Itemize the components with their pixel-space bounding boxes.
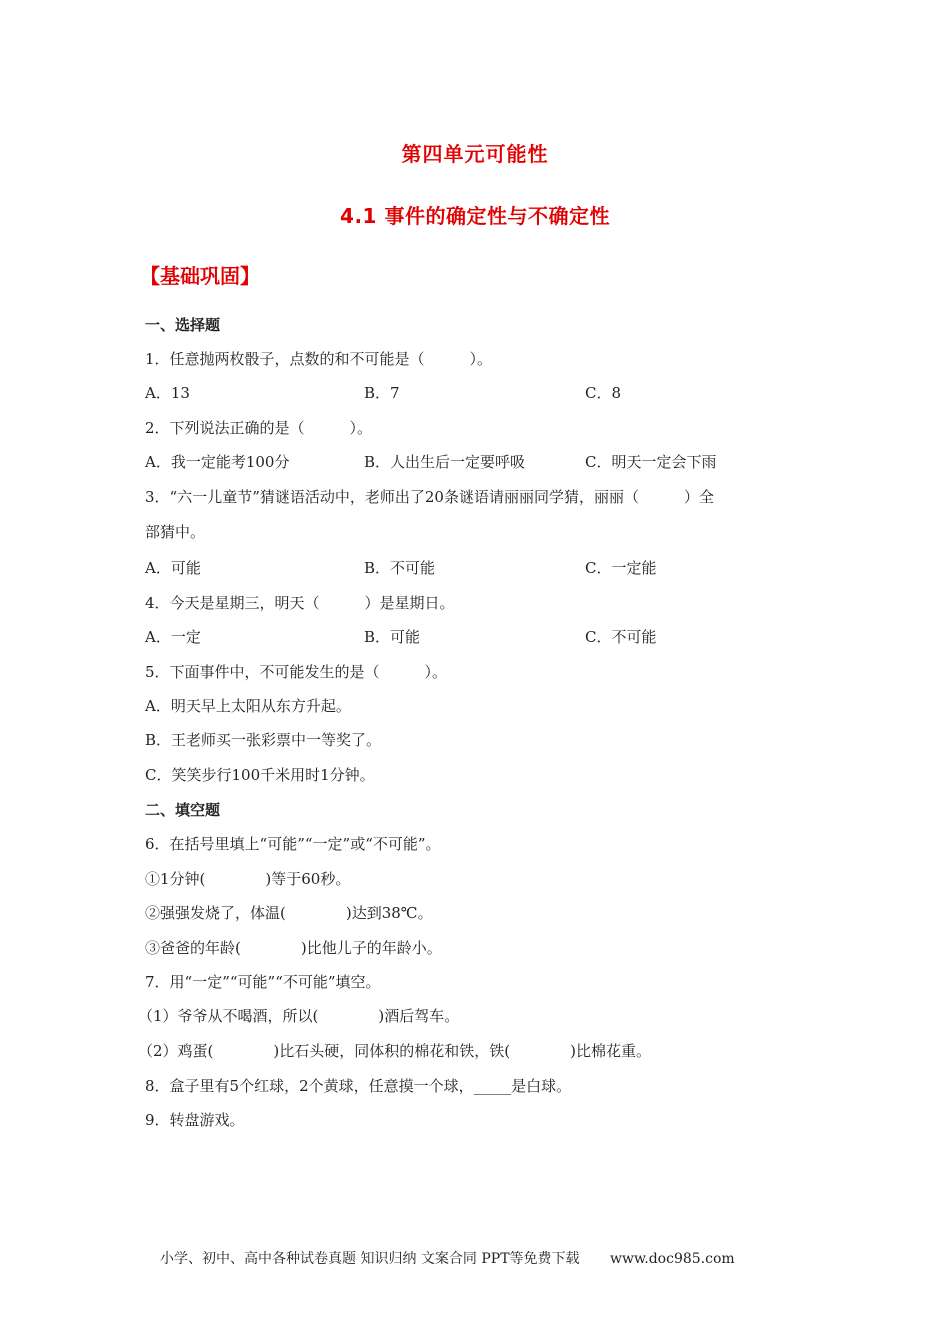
- question-2: 2．下列说法正确的是（ ）。: [145, 419, 373, 437]
- question-4: 4．今天是星期三，明天（ ）是星期日。: [145, 594, 455, 612]
- lesson-title: 4.1 事件的确定性与不确定性: [340, 204, 610, 228]
- unit-title: 第四单元可能性: [401, 142, 549, 166]
- section-heading: 【基础巩固】: [140, 264, 260, 288]
- q3-option-c: C．一定能: [585, 559, 657, 577]
- q2-option-a: A．我一定能考100分: [145, 453, 290, 471]
- part2-heading: 二、填空题: [145, 801, 221, 819]
- q1-option-b: B．7: [364, 384, 400, 402]
- q2-option-c: C．明天一定会下雨: [585, 453, 717, 471]
- q7-item-2: （2）鸡蛋( )比石头硬，同体积的棉花和铁，铁( )比棉花重。: [138, 1042, 651, 1060]
- q4-option-a: A．一定: [145, 628, 201, 646]
- q7-item-1: （1）爷爷从不喝酒，所以( )酒后驾车。: [138, 1007, 460, 1025]
- q6-item-1: ①1分钟( )等于60秒。: [145, 870, 351, 888]
- part1-heading: 一、选择题: [145, 316, 221, 334]
- q3-option-a: A．可能: [145, 559, 201, 577]
- q5-option-c: C．笑笑步行100千米用时1分钟。: [145, 766, 375, 784]
- page-footer: [160, 1248, 735, 1268]
- q1-option-a: A．13: [145, 384, 190, 402]
- q2-option-b: B．人出生后一定要呼吸: [364, 453, 526, 471]
- question-3-line1: 3．“六一儿童节”猜谜语活动中，老师出了20条谜语请丽丽同学猜，丽丽（ ）全: [145, 488, 714, 506]
- q4-option-c: C．不可能: [585, 628, 657, 646]
- q3-option-b: B．不可能: [364, 559, 436, 577]
- q4-option-b: B．可能: [364, 628, 421, 646]
- q5-option-a: A．明天早上太阳从东方升起。: [145, 697, 351, 715]
- question-7: 7．用“一定”“可能”“不可能”填空。: [145, 973, 381, 991]
- question-9: 9．转盘游戏。: [145, 1111, 245, 1129]
- question-8: 8．盒子里有5个红球，2个黄球，任意摸一个球，_____是白球。: [145, 1077, 572, 1095]
- footer-text: 小学、初中、高中各种试卷真题 知识归纳 文案合同 PPT等免费下载: [160, 1251, 580, 1267]
- question-3-line2: 部猜中。: [145, 523, 206, 541]
- q6-item-2: ②强强发烧了，体温( )达到38℃。: [145, 904, 433, 922]
- question-1: 1．任意抛两枚骰子，点数的和不可能是（ ）。: [145, 350, 493, 368]
- question-6: 6．在括号里填上“可能”“一定”或“不可能”。: [145, 835, 441, 853]
- q5-option-b: B．王老师买一张彩票中一等奖了。: [145, 731, 382, 749]
- footer-url[interactable]: www.doc985.com: [609, 1251, 735, 1267]
- q1-option-c: C．8: [585, 384, 622, 402]
- question-5: 5．下面事件中，不可能发生的是（ ）。: [145, 663, 448, 681]
- q6-item-3: ③爸爸的年龄( )比他儿子的年龄小。: [145, 939, 442, 957]
